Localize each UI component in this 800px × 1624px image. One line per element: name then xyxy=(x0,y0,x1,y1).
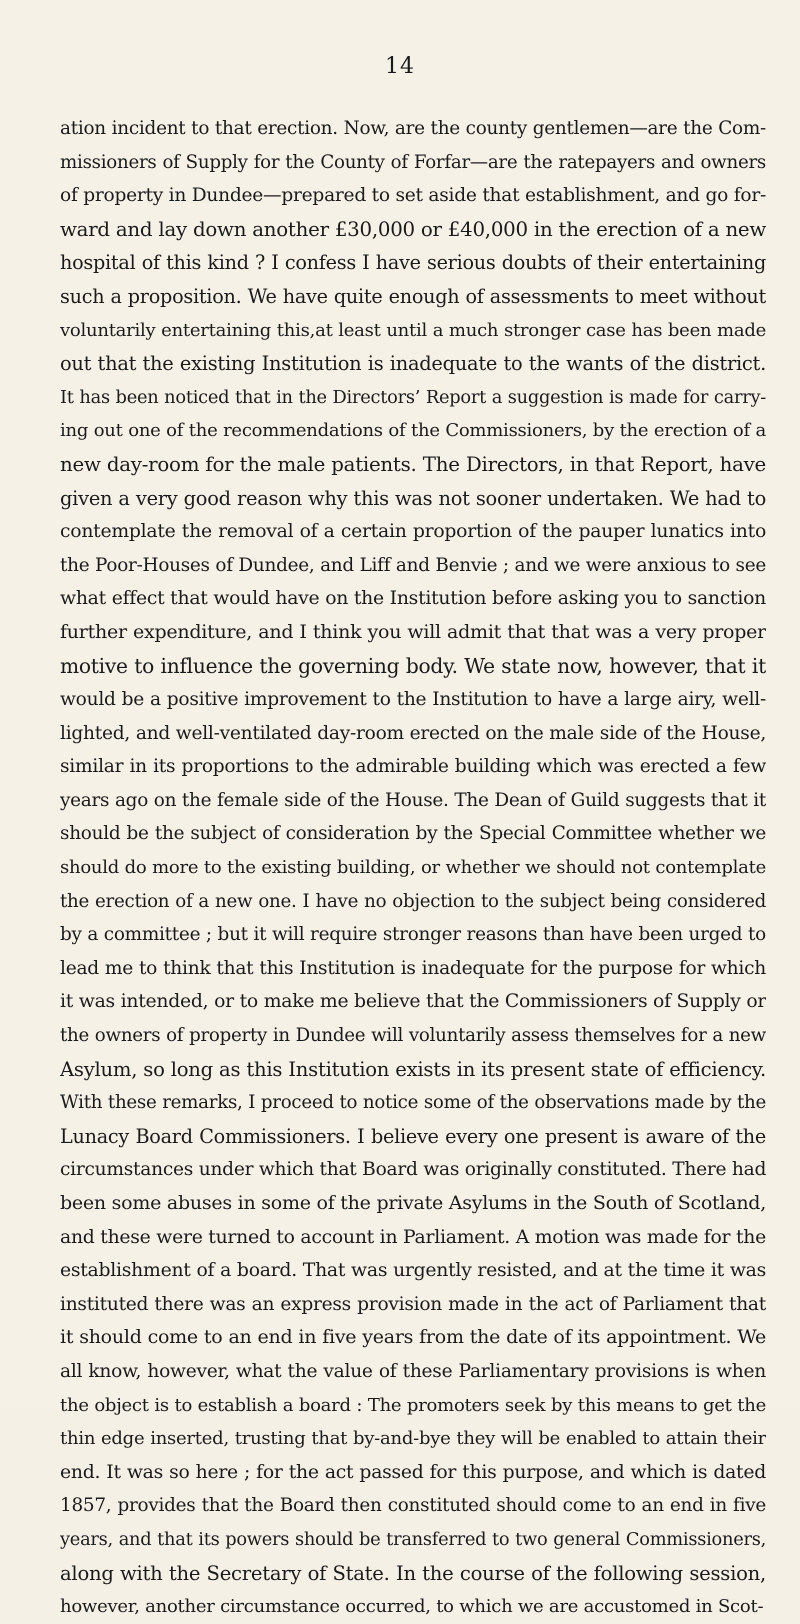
text-line: ing out one of the recommendations of the Commissioners, by the erection of a xyxy=(60,420,766,442)
text-line: should do more to the existing building, or whether we should not contemplate xyxy=(60,857,766,879)
text-line: been some abuses in some of the private Asylums in the South of Scotland, xyxy=(60,1192,766,1214)
text-line: and these were turned to account in Parliament. A motion was made for the xyxy=(60,1226,766,1248)
text-line: contemplate the removal of a certain proportion of the pauper lunatics into xyxy=(60,521,766,543)
text-line: further expenditure, and I think you will admit that that was a very proper xyxy=(60,620,766,643)
text-line: would be a positive improvement to the Institution to have a large airy, well- xyxy=(60,689,766,711)
text-line: similar in its proportions to the admirable building which was erected a few xyxy=(60,756,766,778)
text-line: years ago on the female side of the House. The Dean of Guild suggests that it xyxy=(60,789,766,811)
text-line: it should come to an end in five years from the date of its appointment. We xyxy=(60,1326,766,1349)
text-line: With these remarks, I proceed to notice some of the observations made by the xyxy=(60,1092,766,1114)
page-number: 14 xyxy=(385,54,415,79)
text-line: along with the Secretary of State. In the course of the following session, xyxy=(60,1561,766,1585)
text-line: instituted there was an express provision made in the act of Parliament that xyxy=(60,1293,766,1315)
text-line: such a proposition. We have quite enough of assessments to meet without xyxy=(60,284,766,308)
text-line: all know, however, what the value of these Parliamentary provisions is when xyxy=(60,1360,766,1382)
text-line: new day-room for the male patients. The Directors, in that Report, have xyxy=(60,452,766,476)
text-line: ation incident to that erection. Now, are the county gentlemen—are the Com- xyxy=(60,118,766,139)
text-line: end. It was so here ; for the act passed for this purpose, and which is dated xyxy=(60,1461,766,1483)
text-line: 1857, provides that the Board then constituted should come to an end in five xyxy=(60,1495,766,1517)
text-line: voluntarily entertaining this,at least until a much stronger case has been made xyxy=(60,319,766,341)
text-line: the object is to establish a board : The promoters seek by this means to get the xyxy=(60,1394,766,1416)
text-line: motive to influence the governing body. We state now, however, that it xyxy=(60,653,766,678)
text-line: the owners of property in Dundee will voluntarily assess themselves for a new xyxy=(60,1025,766,1047)
text-line: lighted, and well-ventilated day-room erected on the male side of the House, xyxy=(60,722,766,744)
text-line: hospital of this kind ? I confess I have serious doubts of their entertaining xyxy=(60,251,766,275)
text-line: given a very good reason why this was not sooner undertaken. We had to xyxy=(60,486,766,510)
text-line: missioners of Supply for the County of Forfar—are the ratepayers and owners xyxy=(60,151,766,173)
text-line: what effect that would have on the Institution before asking you to sanction xyxy=(60,588,766,610)
text-line: the Poor-Houses of Dundee, and Liff and Benvie ; and we were anxious to see xyxy=(60,554,766,576)
text-line: by a committee ; but it will require stronger reasons than have been urged to xyxy=(60,924,766,946)
text-line: ward and lay down another £30,000 or £40,000 in the erection of a new xyxy=(60,217,766,241)
text-line: out that the existing Institution is inadequate to the wants of the district. xyxy=(60,352,766,376)
text-line: it was intended, or to make me believe that the Commissioners of Supply or xyxy=(60,991,766,1013)
body-text xyxy=(60,112,766,1624)
text-line: however, another circumstance occurred, to which we are accustomed in Scot- xyxy=(60,1596,764,1618)
text-line: years, and that its powers should be transferred to two general Commissioners, xyxy=(60,1528,766,1550)
text-line: the erection of a new one. I have no objection to the subject being considered xyxy=(60,890,766,912)
text-line: establishment of a board. That was urgently resisted, and at the time it was xyxy=(60,1260,766,1282)
text-line: Lunacy Board Commissioners. I believe every one present is aware of the xyxy=(60,1124,766,1148)
text-line: thin edge inserted, trusting that by-and-bye they will be enabled to attain their xyxy=(60,1428,766,1450)
text-line: lead me to think that this Institution is inadequate for the purpose for which xyxy=(60,957,766,979)
text-line: should be the subject of consideration by the Special Committee whether we xyxy=(60,823,766,845)
text-line: Asylum, so long as this Institution exists in its present state of efficiency. xyxy=(60,1057,766,1081)
text-line: of property in Dundee—prepared to set aside that establishment, and go for- xyxy=(60,185,766,207)
text-line: circumstances under which that Board was originally constituted. There had xyxy=(60,1159,766,1181)
text-line: It has been noticed that in the Directors’ Report a suggestion is made for carry- xyxy=(60,386,766,408)
